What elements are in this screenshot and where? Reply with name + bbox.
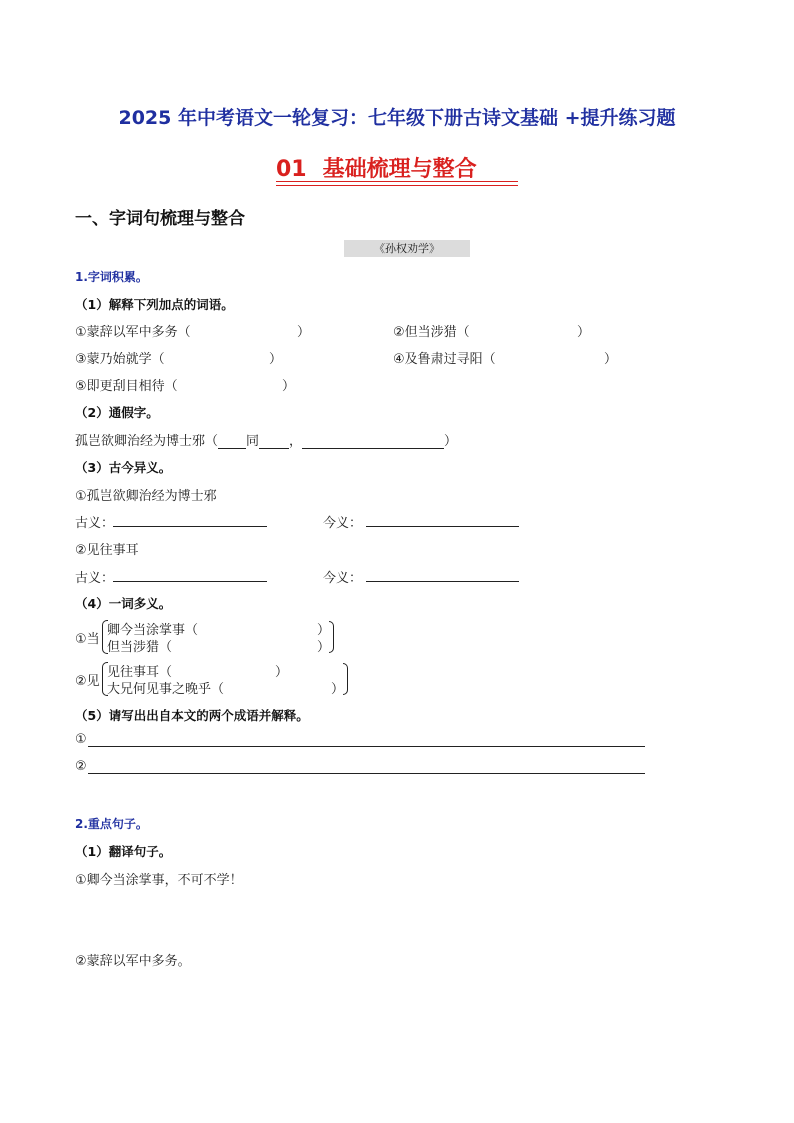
answer-line[interactable] (113, 526, 267, 527)
passage-title: 《孙权劝学》 (344, 240, 470, 257)
idiom-number: ② (75, 759, 87, 774)
item-close: ） (269, 352, 283, 367)
polysemy-sentence: 但当涉猎（ (107, 640, 173, 655)
idiom-number: ① (75, 732, 87, 747)
answer-line[interactable] (366, 526, 519, 527)
polysemy-sentence: 卿今当涂掌事（ (107, 623, 199, 638)
answer-line[interactable] (366, 581, 519, 582)
polysemy-sentence: 大兄何见事之晚乎（ (107, 682, 225, 697)
item-close: ） (282, 379, 296, 394)
item-close: ） (331, 682, 345, 697)
item-close: ） (604, 352, 618, 367)
part-label: （4）一词多义。 (75, 596, 172, 611)
item-3: ③蒙乃始就学（ (75, 352, 165, 367)
section-heading: 一、字词句梳理与整合 (75, 209, 245, 229)
polysemy-word: ②见 (75, 674, 100, 689)
answer-line[interactable] (88, 773, 645, 774)
tongjia-line: 孤岂欲卿治经为博士邪（ 同 ， ） (75, 434, 458, 449)
item-2: ②但当涉猎（ (393, 325, 470, 340)
question-heading: 1.字词积累。 (75, 270, 148, 284)
item-5: ⑤即更刮目相待（ (75, 379, 178, 394)
part-label: （5）请写出出自本文的两个成语并解释。 (75, 708, 309, 723)
subtitle-number: 01 (276, 157, 307, 182)
item-close: ） (297, 325, 311, 340)
part-label: （1）翻译句子。 (75, 844, 172, 859)
item-4: ④及鲁肃过寻阳（ (393, 352, 496, 367)
subtitle-text: 基础梳理与整合 (322, 157, 477, 182)
item-close: ） (577, 325, 591, 340)
answer-line[interactable] (113, 581, 267, 582)
translate-sentence-2: ②蒙辞以军中多务。 (75, 954, 191, 969)
polysemy-sentence: 见往事耳（ (107, 665, 173, 680)
item-close: ） (317, 623, 331, 638)
answer-blank[interactable] (218, 434, 246, 449)
gujin-item-2: ②见往事耳 (75, 543, 139, 558)
subtitle (276, 152, 477, 183)
item-1: ①蒙辞以军中多务（ (75, 325, 191, 340)
right-brace (329, 621, 334, 653)
part-label: （1）解释下列加点的词语。 (75, 297, 234, 312)
right-brace (343, 663, 348, 695)
part-label: （3）古今异义。 (75, 460, 172, 475)
document-title: 2025 年中考语文一轮复习：七年级下册古诗文基础 +提升练习题 (118, 107, 676, 129)
answer-line[interactable] (88, 746, 645, 747)
part-label: （2）通假字。 (75, 405, 159, 420)
answer-blank[interactable] (302, 434, 444, 449)
translate-sentence-1: ①卿今当涂掌事，不可不学！ (75, 873, 243, 888)
gu-label: 古义： (75, 571, 115, 586)
gujin-item-1: ①孤岂欲卿治经为博士邪 (75, 489, 217, 504)
item-close: ） (275, 665, 289, 680)
jin-label: 今义： (323, 571, 363, 586)
answer-blank[interactable] (259, 434, 289, 449)
polysemy-word: ①当 (75, 632, 100, 647)
subtitle-underline (276, 185, 518, 186)
jin-label: 今义： (323, 516, 363, 531)
item-close: ） (317, 640, 331, 655)
subtitle-underline (276, 181, 518, 182)
question-heading: 2.重点句子。 (75, 817, 148, 831)
gu-label: 古义： (75, 516, 115, 531)
